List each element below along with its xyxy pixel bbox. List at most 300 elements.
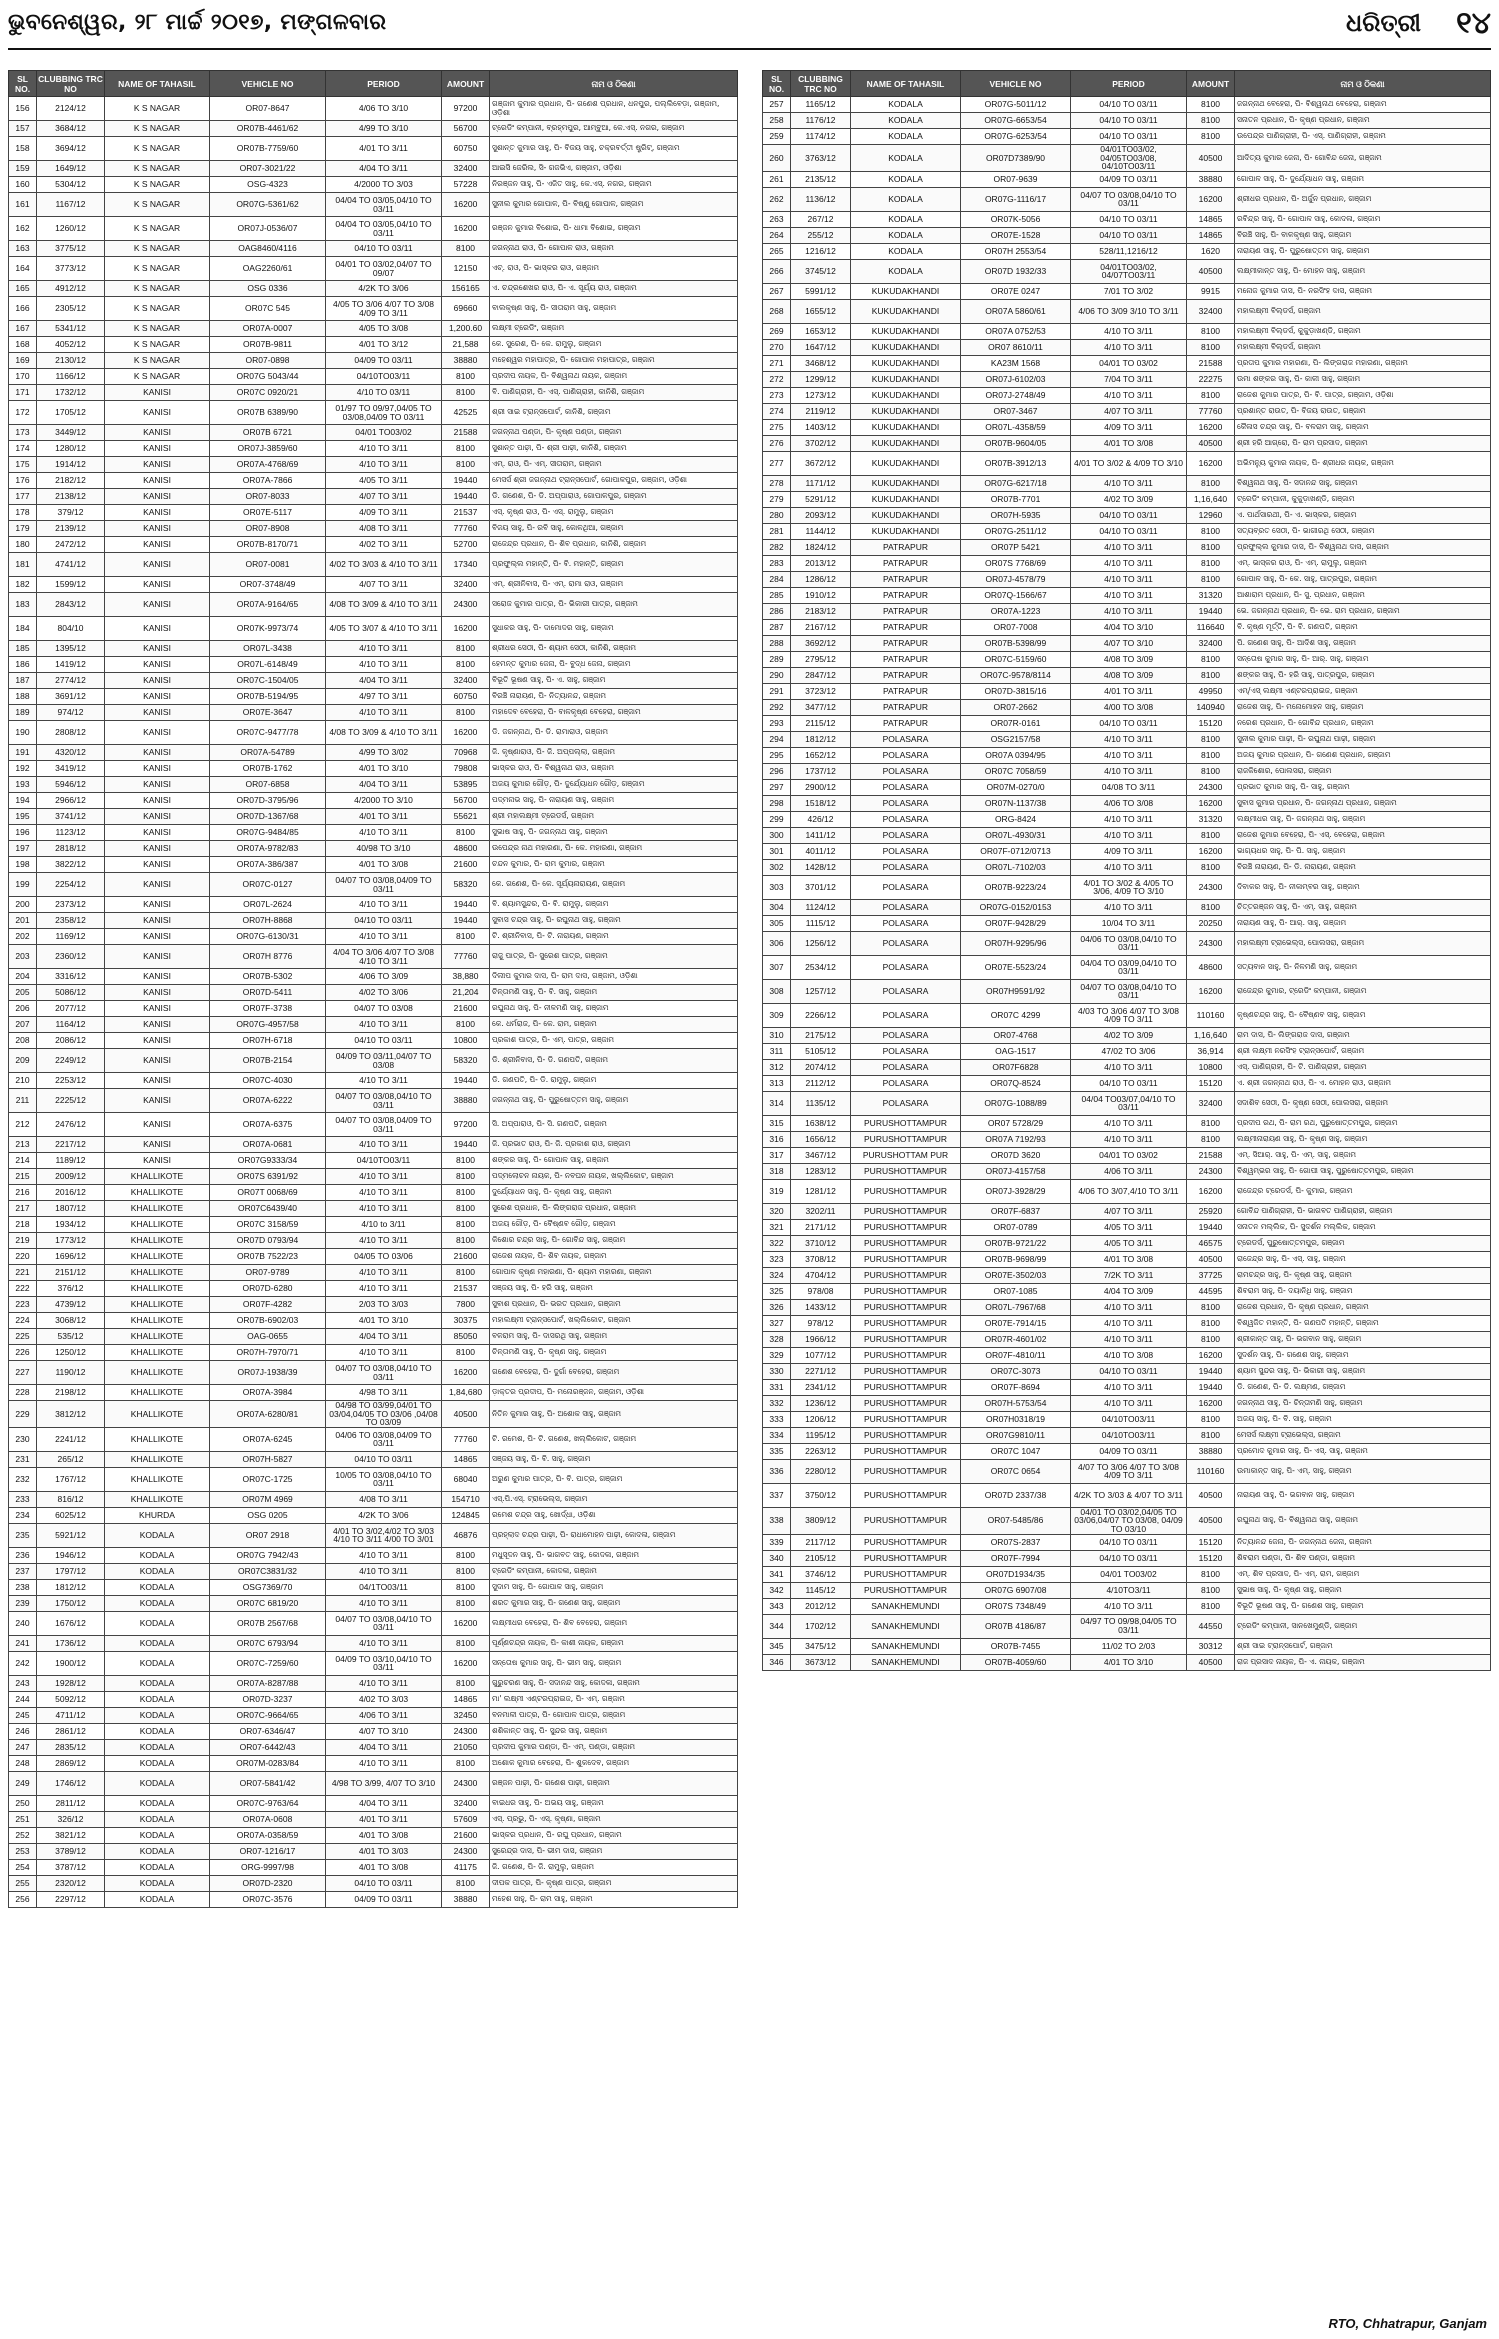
cell-address: ଏସ୍. କୃଷ୍ଣ ରାଓ, ପି- ଏସ୍. ରାମୁଲୁ, ଗଞ୍ଜାମ [490, 505, 738, 521]
cell-period: 04/09 TO 03/11 [1071, 171, 1187, 187]
cell-amount: 30312 [1187, 1638, 1235, 1654]
cell-period: 4/10 TO 3/11 [1071, 539, 1187, 555]
cell-sl-no: 214 [9, 1153, 37, 1169]
cell-address: ମହାଲକ୍ଷ୍ମୀ ଟ୍ରାଭେଲ୍ସ, ପୋଲସରା, ଗଞ୍ଜାମ [1235, 931, 1491, 955]
cell-vehicle-no: OR07S 7768/69 [961, 555, 1071, 571]
cell-sl-no: 292 [763, 699, 791, 715]
cell-period: 4/07 TO 3/10 [1071, 635, 1187, 651]
cell-trc-no: 1824/12 [791, 539, 851, 555]
table-row [763, 1379, 1491, 1395]
cell-period: 4/98 TO 3/99, 4/07 TO 3/10 [326, 1771, 442, 1795]
cell-period: 4/10 TO 3/11 [1071, 763, 1187, 779]
cell-amount: 21588 [1187, 355, 1235, 371]
cell-trc-no: 2271/12 [791, 1363, 851, 1379]
cell-trc-no: 2135/12 [791, 171, 851, 187]
cell-tahasil: KANISI [105, 385, 210, 401]
cell-tahasil: KHALLIKOTE [105, 1201, 210, 1217]
cell-tahasil: KANISI [105, 641, 210, 657]
cell-trc-no: 1914/12 [37, 457, 105, 473]
cell-vehicle-no: OR07B-9721/22 [961, 1235, 1071, 1251]
cell-trc-no: 3821/12 [37, 1827, 105, 1843]
cell-trc-no: 2811/12 [37, 1795, 105, 1811]
cell-sl-no: 308 [763, 979, 791, 1003]
cell-sl-no: 239 [9, 1595, 37, 1611]
cell-amount: 21,204 [442, 985, 490, 1001]
cell-tahasil: KODALA [105, 1843, 210, 1859]
table-row [9, 1185, 738, 1201]
cell-amount: 8100 [442, 241, 490, 257]
cell-amount: 20250 [1187, 915, 1235, 931]
cell-tahasil: KODALA [105, 1611, 210, 1635]
cell-amount: 8100 [1187, 1582, 1235, 1598]
cell-vehicle-no: OR07G-0152/0153 [961, 899, 1071, 915]
cell-amount: 8100 [442, 1233, 490, 1249]
cell-trc-no: 1403/12 [791, 419, 851, 435]
cell-tahasil: POLASARA [851, 747, 961, 763]
cell-sl-no: 252 [9, 1827, 37, 1843]
cell-address: ଅଜୟ ଗୌଡ଼, ପି- ବୈଷ୍ଣବ ଗୌଡ଼, ଗଞ୍ଜାମ [490, 1217, 738, 1233]
cell-vehicle-no: OR07G-6253/54 [961, 129, 1071, 145]
cell-sl-no: 183 [9, 593, 37, 617]
cell-sl-no: 272 [763, 371, 791, 387]
cell-amount: 24300 [442, 1771, 490, 1795]
cell-address: ଚନ୍ଦନ କୁମାର, ପି- ରାମ କୁମାର, ଗଞ୍ଜାମ [490, 857, 738, 873]
cell-sl-no: 171 [9, 385, 37, 401]
cell-period: 04/10TO03/11 [1071, 1427, 1187, 1443]
table-row [763, 635, 1491, 651]
cell-tahasil: PURUSHOTTAMPUR [851, 1299, 961, 1315]
cell-trc-no: 1123/12 [37, 825, 105, 841]
cell-address: ଉମା ଶଙ୍କର ସାହୁ, ପି- କାଳୀ ସାହୁ, ଗଞ୍ଜାମ [1235, 371, 1491, 387]
table-row [763, 571, 1491, 587]
table-row [9, 793, 738, 809]
cell-tahasil: K S NAGAR [105, 257, 210, 281]
cell-amount: 21537 [442, 1281, 490, 1297]
cell-sl-no: 187 [9, 673, 37, 689]
cell-trc-no: 1746/12 [37, 1771, 105, 1795]
cell-address: ଏମ୍. ସିଆର୍. ସାହୁ, ପି- ଏମ୍. ସାହୁ, ଗଞ୍ଜାମ [1235, 1147, 1491, 1163]
cell-address: ରଞ୍ଜନ ପାଢ଼ୀ, ପି- ଗଣେଶ ପାଢ଼ୀ, ଗଞ୍ଜାମ [490, 1771, 738, 1795]
cell-amount: 60750 [442, 689, 490, 705]
cell-sl-no: 235 [9, 1523, 37, 1547]
cell-amount: 116640 [1187, 619, 1235, 635]
cell-sl-no: 341 [763, 1566, 791, 1582]
cell-sl-no: 233 [9, 1491, 37, 1507]
left-table-body [9, 97, 738, 1908]
cell-period: 4/99 TO 3/10 [326, 121, 442, 137]
cell-amount: 24300 [1187, 875, 1235, 899]
cell-period: 4/02 TO 3/03 [326, 1691, 442, 1707]
cell-trc-no: 2795/12 [791, 651, 851, 667]
cell-tahasil: K S NAGAR [105, 137, 210, 161]
table-row [763, 129, 1491, 145]
cell-vehicle-no: OR07H-5827 [210, 1451, 326, 1467]
cell-amount: 8100 [1187, 1115, 1235, 1131]
cell-trc-no: 1165/12 [791, 97, 851, 113]
cell-vehicle-no: OR07-5841/42 [210, 1771, 326, 1795]
cell-amount: 16200 [1187, 795, 1235, 811]
cell-vehicle-no: OR07-5485/86 [961, 1507, 1071, 1534]
table-row [763, 1131, 1491, 1147]
cell-sl-no: 297 [763, 779, 791, 795]
table-row [763, 1534, 1491, 1550]
cell-amount: 49950 [1187, 683, 1235, 699]
cell-tahasil: KANISI [105, 897, 210, 913]
cell-trc-no: 5991/12 [791, 283, 851, 299]
cell-vehicle-no: OR07J-2748/49 [961, 387, 1071, 403]
cell-vehicle-no: OR07G9810/11 [961, 1427, 1071, 1443]
cell-trc-no: 2241/12 [37, 1427, 105, 1451]
cell-vehicle-no: OSG-4323 [210, 177, 326, 193]
cell-trc-no: 1702/12 [791, 1614, 851, 1638]
cell-tahasil: PURUSHOTTAMPUR [851, 1411, 961, 1427]
cell-tahasil: KANISI [105, 721, 210, 745]
cell-trc-no: 2130/12 [37, 353, 105, 369]
table-row [763, 187, 1491, 211]
cell-period: 4/06 TO 3/09 3/10 TO 3/11 [1071, 299, 1187, 323]
cell-amount: 25920 [1187, 1203, 1235, 1219]
cell-address: କେ. ସୁରେଶ, ପି- କେ. ରାମୁଲୁ, ଗଞ୍ଜାମ [490, 337, 738, 353]
cell-tahasil: KODALA [105, 1675, 210, 1691]
cell-trc-no: 2534/12 [791, 955, 851, 979]
cell-period: 4/10 TO 3/11 [1071, 387, 1187, 403]
cell-tahasil: KANISI [105, 521, 210, 537]
cell-amount: 19440 [442, 473, 490, 489]
table-row [9, 1563, 738, 1579]
cell-vehicle-no: OR07H-7970/71 [210, 1345, 326, 1361]
cell-amount: 15120 [1187, 1550, 1235, 1566]
table-row [763, 1411, 1491, 1427]
header-sl: SL NO. [9, 71, 37, 97]
cell-tahasil: KODALA [851, 227, 961, 243]
cell-address: ସୁନୀଲ କୁମାର ଗୋପାଳ, ପି- ବିଷ୍ଣୁ ଗୋପାଳ, ଗଞ୍ଜାମ [490, 193, 738, 217]
cell-amount: 17340 [442, 553, 490, 577]
cell-trc-no: 1647/12 [791, 339, 851, 355]
cell-address: ଏମ୍. ଭାସ୍କର ରାଓ, ପି- ଏମ୍. ରାମୁଲୁ, ଗଞ୍ଜାମ [1235, 555, 1491, 571]
table-row [763, 763, 1491, 779]
cell-tahasil: PURUSHOTTAMPUR [851, 1163, 961, 1179]
cell-tahasil: KODALA [105, 1523, 210, 1547]
cell-vehicle-no: OR07-3748/49 [210, 577, 326, 593]
cell-sl-no: 305 [763, 915, 791, 931]
cell-sl-no: 178 [9, 505, 37, 521]
cell-period: 04/08 TO 3/11 [1071, 779, 1187, 795]
cell-sl-no: 256 [9, 1891, 37, 1907]
cell-trc-no: 1599/12 [37, 577, 105, 593]
cell-vehicle-no: OR07A-54789 [210, 745, 326, 761]
cell-vehicle-no: OR07P 5421 [961, 539, 1071, 555]
cell-period: 4/01 TO 3/12 [326, 337, 442, 353]
cell-amount: 37725 [1187, 1267, 1235, 1283]
cell-sl-no: 264 [763, 227, 791, 243]
cell-period: 4/01 TO 3/02,4/02 TO 3/03 4/10 TO 3/11 4/00 TO 3/01 [326, 1523, 442, 1547]
cell-sl-no: 208 [9, 1033, 37, 1049]
cell-trc-no: 5105/12 [791, 1043, 851, 1059]
cell-trc-no: 2217/12 [37, 1137, 105, 1153]
table-row [9, 1859, 738, 1875]
cell-vehicle-no: OR07-7008 [961, 619, 1071, 635]
cell-sl-no: 164 [9, 257, 37, 281]
table-row [763, 1163, 1491, 1179]
cell-vehicle-no: OR07G-2511/12 [961, 523, 1071, 539]
cell-tahasil: PATRAPUR [851, 667, 961, 683]
table-row [9, 161, 738, 177]
cell-tahasil: KODALA [105, 1755, 210, 1771]
cell-period: 04/09 TO 03/11 [326, 1891, 442, 1907]
cell-amount: 21588 [1187, 1147, 1235, 1163]
cell-trc-no: 3812/12 [37, 1401, 105, 1428]
cell-period: 4/10 TO 3/11 [326, 1755, 442, 1771]
cell-address: ଶଶିକାନ୍ତ ସାହୁ, ପି- ସୁନ୍ଦର ସାହୁ, ଗଞ୍ଜାମ [490, 1723, 738, 1739]
cell-vehicle-no: OR07G-1116/17 [961, 187, 1071, 211]
cell-vehicle-no: OR07C3831/32 [210, 1563, 326, 1579]
cell-sl-no: 283 [763, 555, 791, 571]
cell-sl-no: 281 [763, 523, 791, 539]
cell-trc-no: 1077/12 [791, 1347, 851, 1363]
cell-trc-no: 1144/12 [791, 523, 851, 539]
cell-sl-no: 328 [763, 1331, 791, 1347]
table-row [763, 435, 1491, 451]
cell-tahasil: PATRAPUR [851, 619, 961, 635]
table-row [763, 731, 1491, 747]
cell-trc-no: 1299/12 [791, 371, 851, 387]
cell-trc-no: 1236/12 [791, 1395, 851, 1411]
table-row [9, 745, 738, 761]
cell-trc-no: 2151/12 [37, 1265, 105, 1281]
cell-trc-no: 4704/12 [791, 1267, 851, 1283]
cell-period: 01/97 TO 09/97,04/05 TO 03/08,04/09 TO 03/11 [326, 401, 442, 425]
cell-address: ପ୍ରଦୀପ ନାୟକ, ପି- ବିଶ୍ୱନାଥ ନାୟକ, ଗଞ୍ଜାମ [490, 369, 738, 385]
cell-amount: 22275 [1187, 371, 1235, 387]
table-row [9, 1691, 738, 1707]
table-row [9, 297, 738, 321]
cell-amount: 68040 [442, 1467, 490, 1491]
cell-period: 4/10 TO 3/11 [326, 1265, 442, 1281]
cell-tahasil: KANISI [105, 473, 210, 489]
cell-amount: 24300 [1187, 1163, 1235, 1179]
cell-tahasil: SANAKHEMUNDI [851, 1638, 961, 1654]
cell-sl-no: 163 [9, 241, 37, 257]
table-row [9, 1675, 738, 1691]
cell-address: ବିରଞ୍ଚି ନାରାୟଣ, ପି- ନିତ୍ୟାନନ୍ଦ, ଗଞ୍ଜାମ [490, 689, 738, 705]
cell-vehicle-no: OR07C-5159/60 [961, 651, 1071, 667]
header-period: PERIOD [1071, 71, 1187, 97]
cell-address: ମଧୁସୂଦନ ସାହୁ, ପି- ଭାଗବତ ସାହୁ, କୋଦଳା, ଗଞ୍ଜାମ [490, 1547, 738, 1563]
cell-address: ଡି. ଗଣେଶ, ପି- ଡି. ଲକ୍ଷ୍ମଣ, ଗଞ୍ଜାମ [1235, 1379, 1491, 1395]
cell-trc-no: 1286/12 [791, 571, 851, 587]
table-row [763, 523, 1491, 539]
cell-sl-no: 321 [763, 1219, 791, 1235]
cell-tahasil: K S NAGAR [105, 337, 210, 353]
cell-trc-no: 2171/12 [791, 1219, 851, 1235]
cell-tahasil: KANISI [105, 945, 210, 969]
cell-amount: 38880 [442, 1891, 490, 1907]
cell-vehicle-no: OR07C-3073 [961, 1363, 1071, 1379]
cell-period: 04/10 TO 03/11 [1071, 129, 1187, 145]
cell-amount: 31320 [1187, 811, 1235, 827]
cell-sl-no: 263 [763, 211, 791, 227]
cell-address: ଗୋପାଳ ସାହୁ, ପି- ଦୁର୍ଯ୍ୟୋଧନ ସାହୁ, ଗଞ୍ଜାମ [1235, 171, 1491, 187]
cell-amount: 8100 [442, 1755, 490, 1771]
cell-period: 4/10 TO 3/11 [326, 1345, 442, 1361]
cell-period: 04/01 TO 03/02 [1071, 1147, 1187, 1163]
cell-vehicle-no: OR07B-7455 [961, 1638, 1071, 1654]
cell-amount: 14865 [442, 1691, 490, 1707]
cell-trc-no: 1807/12 [37, 1201, 105, 1217]
cell-period: 4/97 TO 3/11 [326, 689, 442, 705]
cell-sl-no: 230 [9, 1427, 37, 1451]
cell-tahasil: PURUSHOTTAMPUR [851, 1235, 961, 1251]
cell-sl-no: 242 [9, 1651, 37, 1675]
cell-period: 04/07 TO 03/08,04/10 TO 03/11 [1071, 979, 1187, 1003]
cell-trc-no: 326/12 [37, 1811, 105, 1827]
cell-amount: 21600 [442, 1827, 490, 1843]
cell-sl-no: 209 [9, 1049, 37, 1073]
cell-trc-no: 2869/12 [37, 1755, 105, 1771]
cell-amount: 8100 [1187, 323, 1235, 339]
cell-vehicle-no: OR07A-9782/83 [210, 841, 326, 857]
cell-sl-no: 318 [763, 1163, 791, 1179]
cell-vehicle-no: OR07A-0358/59 [210, 1827, 326, 1843]
cell-trc-no: 1190/12 [37, 1361, 105, 1385]
cell-period: 4/10 TO 3/11 [326, 641, 442, 657]
table-row [9, 1281, 738, 1297]
cell-period: 4/06 TO 3/11 [326, 1707, 442, 1723]
cell-sl-no: 210 [9, 1073, 37, 1089]
table-row [9, 1217, 738, 1233]
cell-trc-no: 1189/12 [37, 1153, 105, 1169]
cell-vehicle-no: OR07C 3158/59 [210, 1217, 326, 1233]
cell-period: 4/10 TO 3/11 [1071, 731, 1187, 747]
cell-sl-no: 314 [763, 1091, 791, 1115]
cell-address: ପ୍ରମୋଦ କୁମାର ସାହୁ, ପି- ଏସ୍. ସାହୁ, ଗଞ୍ଜାମ [1235, 1443, 1491, 1459]
cell-sl-no: 279 [763, 491, 791, 507]
table-row [763, 1638, 1491, 1654]
cell-address: ପ୍ରହ୍ଲାଦ ଚନ୍ଦ୍ର ପାଢ଼ୀ, ପି- ରାଧାମୋହନ ପାଢ଼ୀ, କୋଦଳା, ଗଞ୍ଜାମ [490, 1523, 738, 1547]
cell-address: ଶରତ କୁମାର ସାହୁ, ପି- ଗଣେଶ ସାହୁ, ଗଞ୍ଜାମ [490, 1595, 738, 1611]
cell-trc-no: 1419/12 [37, 657, 105, 673]
cell-sl-no: 206 [9, 1001, 37, 1017]
cell-vehicle-no: OR07H-8868 [210, 913, 326, 929]
cell-tahasil: PATRAPUR [851, 539, 961, 555]
cell-trc-no: 3202/11 [791, 1203, 851, 1219]
header-tahasil: NAME OF TAHASIL [105, 71, 210, 97]
cell-sl-no: 275 [763, 419, 791, 435]
cell-address: ଉମାକାନ୍ତ ସାହୁ, ପି- ଏମ୍. ସାହୁ, ଗଞ୍ଜାମ [1235, 1459, 1491, 1483]
cell-trc-no: 2360/12 [37, 945, 105, 969]
cell-address: ଏମ୍/ଏସ୍ ଲକ୍ଷ୍ମୀ ଏଣ୍ଟରପ୍ରାଇଜ, ଗଞ୍ଜାମ [1235, 683, 1491, 699]
cell-trc-no: 3701/12 [791, 875, 851, 899]
cell-vehicle-no: OR07-3467 [961, 403, 1071, 419]
cell-trc-no: 2861/12 [37, 1723, 105, 1739]
table-row [763, 827, 1491, 843]
table-row [9, 1169, 738, 1185]
cell-period: 4/04 TO 3/11 [326, 1739, 442, 1755]
cell-period: 4/01 TO 3/10 [1071, 1654, 1187, 1670]
cell-period: 4/07 TO 3/10 [326, 1723, 442, 1739]
cell-address: ରମେଶ ଚନ୍ଦ୍ର ସାହୁ, ଖୋର୍ଦ୍ଧା, ଓଡ଼ିଶା [490, 1507, 738, 1523]
cell-amount: 42525 [442, 401, 490, 425]
cell-tahasil: PURUSHOTTAMPUR [851, 1363, 961, 1379]
cell-sl-no: 295 [763, 747, 791, 763]
cell-sl-no: 324 [763, 1267, 791, 1283]
cell-vehicle-no: OR07G-6653/54 [961, 113, 1071, 129]
cell-address: ଡି. ଶ୍ରୀନିବାସ, ପି- ଡି. ଗଣପତି, ଗଞ୍ଜାମ [490, 1049, 738, 1073]
table-row [9, 1635, 738, 1651]
cell-period: 4/10 TO 3/11 [1071, 475, 1187, 491]
cell-address: ଦିଲୀପ କୁମାର ଦାସ, ପି- ରାମ ଦାସ, ଗଞ୍ଜାମ, ଓଡ଼ିଶା [490, 969, 738, 985]
cell-vehicle-no: OR07E-5117 [210, 505, 326, 521]
cell-address: ସତ୍ୟବାନ ସାହୁ, ପି- ନିଳମଣି ସାହୁ, ଗଞ୍ଜାମ [1235, 955, 1491, 979]
cell-period: 4/10 TO 3/11 [1071, 859, 1187, 875]
cell-tahasil: PURUSHOTTAMPUR [851, 1395, 961, 1411]
table-row [763, 651, 1491, 667]
cell-tahasil: KANISI [105, 913, 210, 929]
cell-tahasil: KHALLIKOTE [105, 1491, 210, 1507]
cell-sl-no: 280 [763, 507, 791, 523]
cell-amount: 21588 [442, 425, 490, 441]
cell-amount: 32400 [442, 161, 490, 177]
cell-tahasil: KANISI [105, 761, 210, 777]
cell-tahasil: KUKUDAKHANDI [851, 339, 961, 355]
cell-address: ଜି. କୃଷ୍ଣାରାଓ, ପି- ଜି. ଅପ୍ପଲ୍ଲା, ଗଞ୍ଜାମ [490, 745, 738, 761]
cell-trc-no: 2341/12 [791, 1379, 851, 1395]
table-row [9, 1843, 738, 1859]
cell-sl-no: 162 [9, 217, 37, 241]
right-table [762, 70, 1491, 1671]
cell-period: 4/2K TO 3/03 & 4/07 TO 3/11 [1071, 1483, 1187, 1507]
cell-vehicle-no: OR07D 3620 [961, 1147, 1071, 1163]
cell-address: ସୁଦାମ ସାହୁ, ପି- ଗୋପାଳ ସାହୁ, ଗଞ୍ଜାମ [490, 1579, 738, 1595]
cell-amount: 19440 [1187, 1379, 1235, 1395]
cell-amount: 8100 [1187, 1315, 1235, 1331]
cell-address: ସନାତନ ପ୍ରଧାନ, ପି- କୃଷ୍ଣ ପ୍ରଧାନ, ଗଞ୍ଜାମ [1235, 113, 1491, 129]
cell-vehicle-no: OR07B 6389/90 [210, 401, 326, 425]
cell-address: ଶ୍ରୀ ହରି ଆଗ୍ରୋ, ପି- ରାମ ପ୍ରସାଦ, ଗଞ୍ଜାମ [1235, 435, 1491, 451]
cell-address: ଗୁରୁଚରଣ ସାହୁ, ପି- ସଦାନନ୍ଦ ସାହୁ, କୋଦଳା, ଗଞ୍ଜାମ [490, 1675, 738, 1691]
table-row [9, 1089, 738, 1113]
cell-period: 4/05 TO 3/11 [1071, 1235, 1187, 1251]
cell-period: 4/2000 TO 3/10 [326, 793, 442, 809]
cell-vehicle-no: OR07B-9223/24 [961, 875, 1071, 899]
cell-period: 4/10 TO 3/11 [1071, 899, 1187, 915]
cell-vehicle-no: OR07L-2624 [210, 897, 326, 913]
cell-sl-no: 205 [9, 985, 37, 1001]
cell-period: 04/10 TO 03/11 [1071, 1534, 1187, 1550]
cell-amount: 8100 [1187, 899, 1235, 915]
cell-amount: 8100 [442, 1595, 490, 1611]
cell-period: 04/10 TO 03/11 [326, 1033, 442, 1049]
cell-trc-no: 5092/12 [37, 1691, 105, 1707]
cell-vehicle-no: OR07J-4578/79 [961, 571, 1071, 587]
cell-address: ଅଭିମନ୍ୟୁ କୁମାର ନାୟକ, ପି- ଶ୍ରୀଧର ନାୟକ, ଗଞ୍ଜାମ [1235, 451, 1491, 475]
cell-trc-no: 3775/12 [37, 241, 105, 257]
cell-sl-no: 319 [763, 1179, 791, 1203]
cell-sl-no: 246 [9, 1723, 37, 1739]
cell-address: ରାମଚନ୍ଦ୍ର ସାହୁ, ପି- କୃଷ୍ଣ ସାହୁ, ଗଞ୍ଜାମ [1235, 1267, 1491, 1283]
cell-tahasil: KANISI [105, 873, 210, 897]
cell-address: ବିଜୟ ସାହୁ, ପି- ରବି ସାହୁ, କୋଳଥିଆ, ଗଞ୍ଜାମ [490, 521, 738, 537]
cell-address: କୃଷ୍ଣଚନ୍ଦ୍ର ସାହୁ, ପି- ବୈଷ୍ଣବ ସାହୁ, ଗଞ୍ଜାମ [1235, 1003, 1491, 1027]
cell-sl-no: 293 [763, 715, 791, 731]
cell-period: 4/10 TO 3/11 [1071, 323, 1187, 339]
cell-address: ଡି. ଗଣେଶ, ପି- ଡି. ଅପ୍ପାରାଓ, ଗୋପାଳପୁର, ଗଞ୍ଜାମ [490, 489, 738, 505]
cell-sl-no: 199 [9, 873, 37, 897]
cell-amount: 16200 [1187, 419, 1235, 435]
cell-amount: 14865 [442, 1451, 490, 1467]
cell-amount: 12150 [442, 257, 490, 281]
cell-address: ରାଜେନ୍ଦ୍ର ପ୍ରଧାନ, ପି- ଶିବ ପ୍ରଧାନ, କାନିଶି, ଗଞ୍ଜାମ [490, 537, 738, 553]
